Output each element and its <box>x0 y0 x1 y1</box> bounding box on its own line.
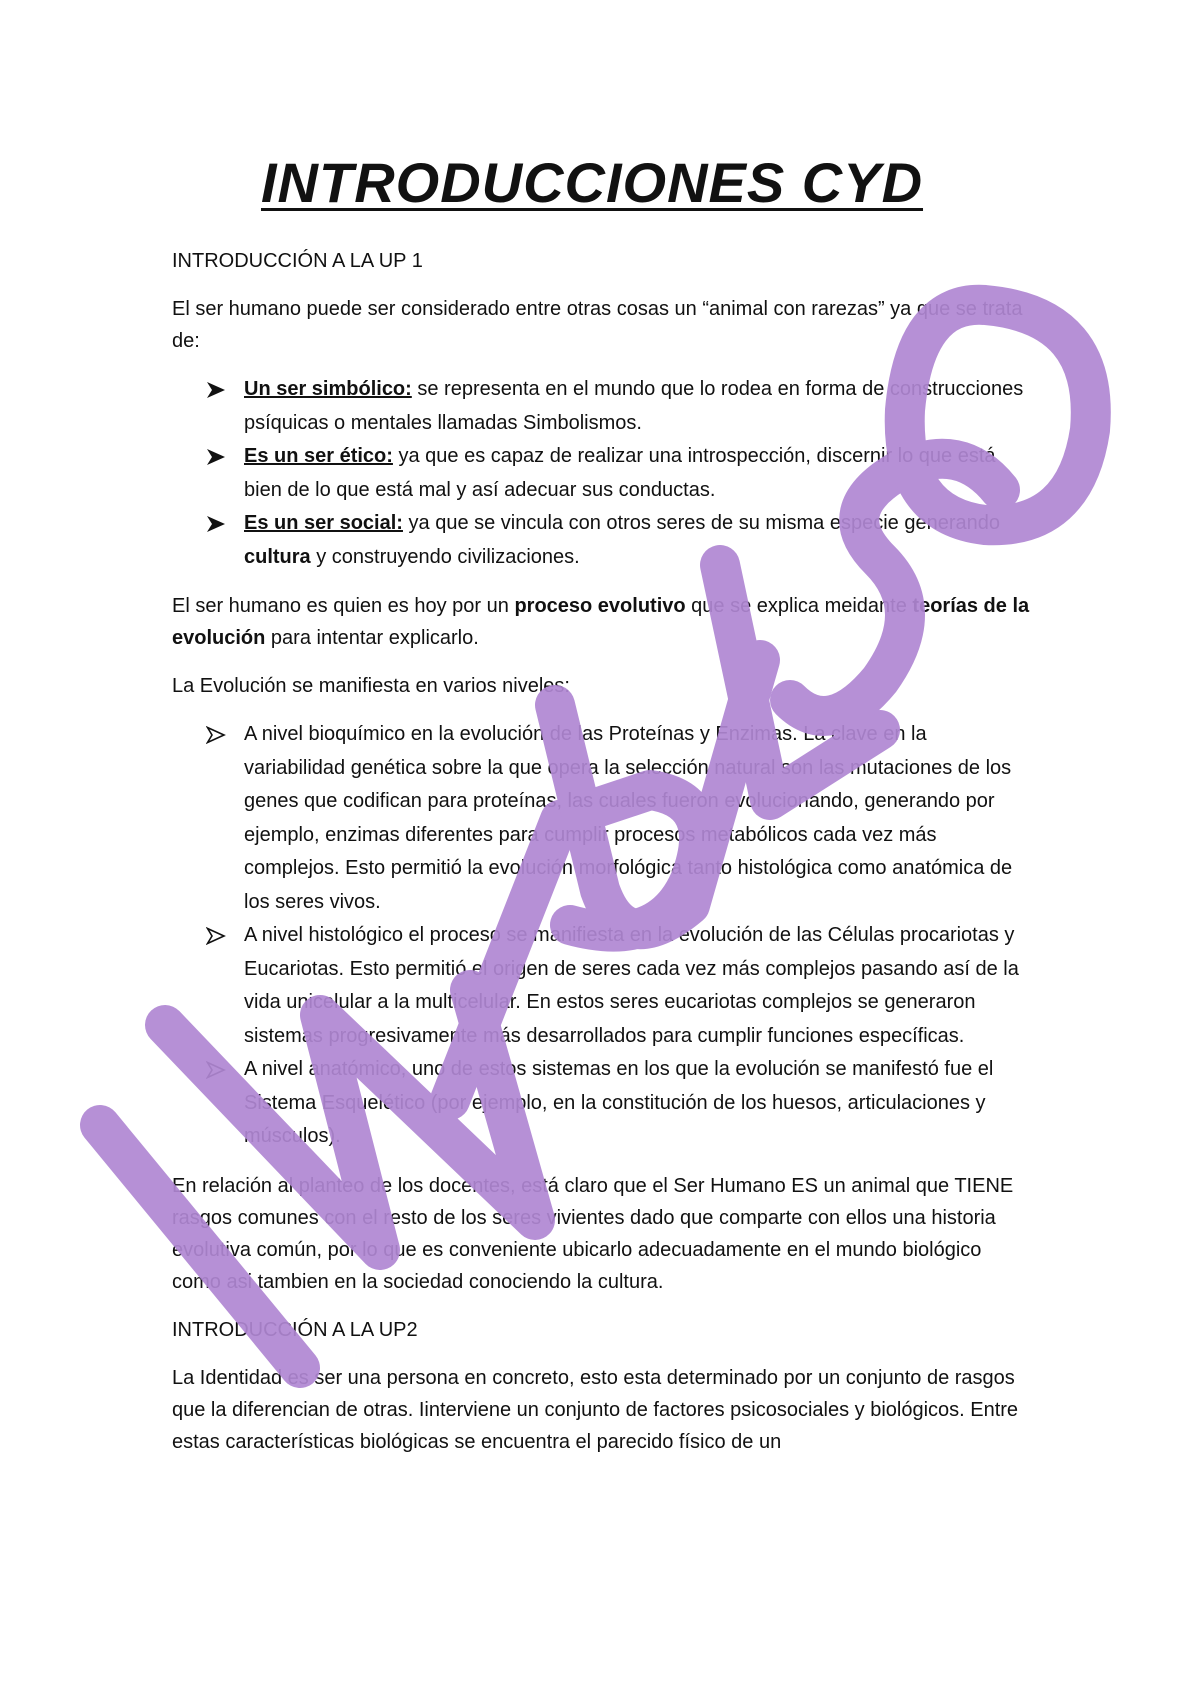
trait-term: Es un ser ético: <box>244 445 393 467</box>
document-title: INTRODUCCIONES CYD <box>260 151 924 214</box>
traits-list <box>172 373 1032 574</box>
arrowhead-bullet-filled-icon <box>206 507 228 540</box>
list-item <box>172 1053 1032 1154</box>
trait-text: se representa en el mundo que lo rodea en forma de construcciones psíquicas o mentales llamadas Simbolismos. <box>244 378 1024 434</box>
arrowhead-bullet-outline-icon <box>206 1053 228 1086</box>
evolution-bold-2: teorías de la evolución <box>172 595 1030 649</box>
arrowhead-bullet-filled-icon <box>206 373 228 406</box>
trait-term: Es un ser social: <box>244 512 403 534</box>
trait-bold-word: cultura <box>244 545 311 568</box>
level-text: A nivel bioquímico en la evolución de las Proteínas y Enzimas. La clave en la variabilidad genética sobre la que opera la selección natural son las mutaciones de los genes que codifican para proteínas, las cuales fueron evolucionando, generando por ejemplo, enzimas diferentes para cumplir procesos metabólicos cada vez más complejos. Esto permitió la evolución morfológica tanto histológica como anatómica de los seres vivos. <box>244 723 1013 913</box>
level-text: A nivel histológico el proceso se manifiesta en la evolución de las Células procariotas y Eucariotas. Esto permitió el origen de seres cada vez más complejos pasando así de la vida unicelular a la multicelular. En estos seres eucariotas complejos se generaron sistemas progresivamente más desarrollados para cumplir funciones específicas. <box>244 924 1019 1047</box>
list-item <box>172 440 1032 507</box>
evolution-paragraph <box>172 590 1032 654</box>
evolution-bold-1: proceso evolutivo <box>514 595 686 617</box>
up1-intro-text: El ser humano puede ser considerado entre otras cosas un “animal con rarezas” ya que se trata de: <box>172 298 1023 352</box>
levels-list <box>172 718 1032 1154</box>
trait-text: ya que es capaz de realizar una introspección, discernir lo que está bien de lo que está mal y así adecuar sus conductas. <box>244 445 996 501</box>
conclusion-paragraph: En relación al planteo de los docentes, está claro que el Ser Humano ES un animal que TIENE rasgos comunes con el resto de los seres vivientes dado que comparte con ellos una historia evolutiva común, por lo que es conveniente ubicarlo adecuadamente en el mundo biológico como asi tambien en la sociedad conociendo la cultura. <box>172 1174 1014 1293</box>
arrowhead-bullet-outline-icon <box>206 919 228 952</box>
evolution-text-1: El ser humano es quien es hoy por un <box>172 595 515 617</box>
evolution-text-3: para intentar explicarlo. <box>265 627 479 649</box>
list-item <box>172 718 1032 919</box>
trait-term: Un ser simbólico: <box>244 378 412 400</box>
list-item <box>172 373 1032 440</box>
levels-intro: La Evolución se manifiesta en varios niveles: <box>172 675 570 697</box>
list-item <box>172 507 1032 574</box>
level-text: A nivel anatómico, uno de estos sistemas en los que la evolución se manifestó fue el Sistema Esquelético (por ejemplo, en la constitución de los huesos, articulaciones y músculos). <box>244 1058 994 1147</box>
document-body <box>172 150 1032 1474</box>
up1-heading: INTRODUCCIÓN A LA UP 1 <box>172 250 423 272</box>
trait-text: ya que se vincula con otros seres de su misma especie generando <box>402 512 1000 534</box>
up2-paragraph: La Identidad es ser una persona en concreto, esto esta determinado por un conjunto de rasgos que la diferencian de otras. Iinterviene un conjunto de factores psicosociales y biológicos. Entre estas características biológicas se encuentra el parecido físico de un <box>172 1366 1019 1453</box>
evolution-text-2: que se explica meidante <box>685 595 913 617</box>
arrowhead-bullet-outline-icon <box>206 718 228 751</box>
trait-text-end: y construyendo civilizaciones. <box>310 545 580 568</box>
up1-intro-paragraph <box>172 293 1032 357</box>
arrowhead-bullet-filled-icon <box>206 440 228 473</box>
list-item <box>172 919 1032 1053</box>
up2-heading: INTRODUCCIÓN A LA UP2 <box>172 1318 418 1341</box>
